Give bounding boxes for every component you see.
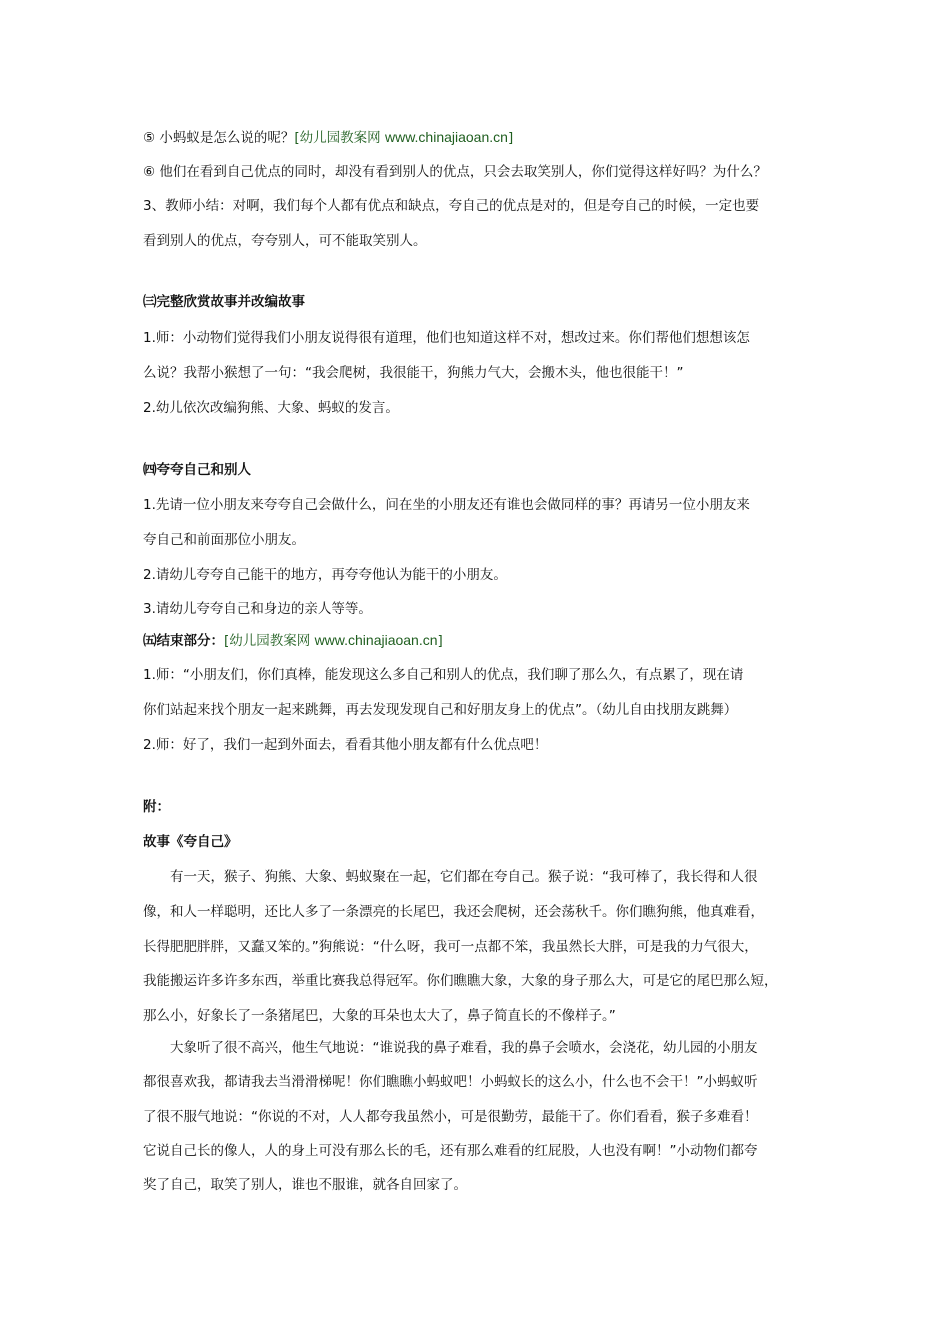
source-link-open: [幼儿园教案网 [294,130,385,146]
source-link-2-open: [幼儿园教案网 [224,633,315,649]
story-line: 有一天，猴子、狗熊、大象、蚂蚁聚在一起，它们都在夸自己。猴子说：“我可棒了，我长得和人很 [143,869,758,885]
story-title: 故事《夸自己》 [143,834,238,850]
section-5-p2: 2.师：好了，我们一起到外面去，看看其他小朋友都有什么优点吧！ [143,737,548,753]
story-line: 长得肥肥胖胖，又蠢又笨的。”狗熊说：“什么呀，我可一点都不笨，我虽然长大胖，可是我的力气很大， [143,939,758,955]
section-5-heading: ㈤结束部分： [143,633,224,649]
section-4-p2: 2.请幼儿夸夸自己能干的地方，再夸夸他认为能干的小朋友。 [143,567,507,583]
story-line: 奖了自己，取笑了别人，谁也不服谁，就各自回家了。 [143,1177,467,1193]
section-4-heading: ㈣夸夸自己和别人 [143,462,251,478]
section-5-p1-line-2: 你们站起来找个朋友一起来跳舞，再去发现发现自己和好朋友身上的优点”。（幼儿自由找朋友跳舞） [143,702,738,718]
appendix-label: 附： [143,799,170,815]
section-3-p1-line-2: 么说？我帮小猴想了一句：“我会爬树，我很能干，狗熊力气大，会搬木头，他也很能干！” [143,365,684,381]
section-5-p1-line-1: 1.师：“小朋友们，你们真棒，能发现这么多自己和别人的优点，我们聊了那么久，有点累了，现在请 [143,667,744,683]
source-link-2[interactable] [224,633,443,649]
item-5-line [143,127,513,148]
story-line: 像，和人一样聪明，还比人多了一条漂亮的长尾巴，我还会爬树，还会荡秋千。你们瞧狗熊，他真难看， [143,904,764,920]
section-4-p1-line-2: 夸自己和前面那位小朋友。 [143,532,305,548]
source-link-close: ] [507,130,514,146]
source-link-2-url: www.chinajiaoan.cn [314,632,438,648]
teacher-summary-line-2: 看到别人的优点，夸夸别人，可不能取笑别人。 [143,233,427,249]
section-3-p1-line-1: 1.师：小动物们觉得我们小朋友说得很有道理，他们也知道这样不对，想改过来。你们帮他们想想该怎 [143,330,750,346]
story-line: 我能搬运许多许多东西，举重比赛我总得冠军。你们瞧瞧大象，大象的身子那么大，可是它的尾巴那么短， [143,973,778,989]
story-line: 它说自己长的像人，人的身上可没有那么长的毛，还有那么难看的红屁股，人也没有啊！”小动物们都夸 [143,1143,758,1159]
item-6-line: ⑥ 他们在看到自己优点的同时，却没有看到别人的优点，只会去取笑别人，你们觉得这样好吗？为什么？ [143,164,767,180]
source-link-2-close: ] [437,633,443,649]
section-3-heading: ㈢完整欣赏故事并改编故事 [143,294,305,310]
section-3-p2: 2.幼儿依次改编狗熊、大象、蚂蚁的发言。 [143,400,399,416]
story-line: 大象听了很不高兴，他生气地说：“谁说我的鼻子难看，我的鼻子会喷水，会浇花，幼儿园的小朋友 [143,1040,758,1056]
source-link[interactable] [294,130,513,146]
section-5-heading-line [143,630,443,651]
story-line: 都很喜欢我，都请我去当滑滑梯呢！你们瞧瞧小蚂蚁吧！小蚂蚁长的这么小，什么也不会干！”小蚂蚁听 [143,1074,758,1090]
source-link-url: www.chinajiaoan.cn [384,129,508,145]
story-line: 那么小，好象长了一条猪尾巴，大象的耳朵也太大了，鼻子简直长的不像样子。” [143,1008,616,1024]
item-5-text: ⑤ 小蚂蚁是怎么说的呢？ [143,130,295,146]
section-4-p1-line-1: 1.先请一位小朋友来夸夸自己会做什么，问在坐的小朋友还有谁也会做同样的事？再请另一位小朋友来 [143,497,750,513]
teacher-summary-line-1: 3、教师小结：对啊，我们每个人都有优点和缺点，夸自己的优点是对的，但是夸自己的时候，一定也要 [143,198,760,214]
section-4-p3: 3.请幼儿夸夸自己和身边的亲人等等。 [143,601,372,617]
story-line: 了很不服气地说：“你说的不对，人人都夸我虽然小，可是很勤劳，最能干了。你们看看，猴子多难看！ [143,1109,758,1125]
